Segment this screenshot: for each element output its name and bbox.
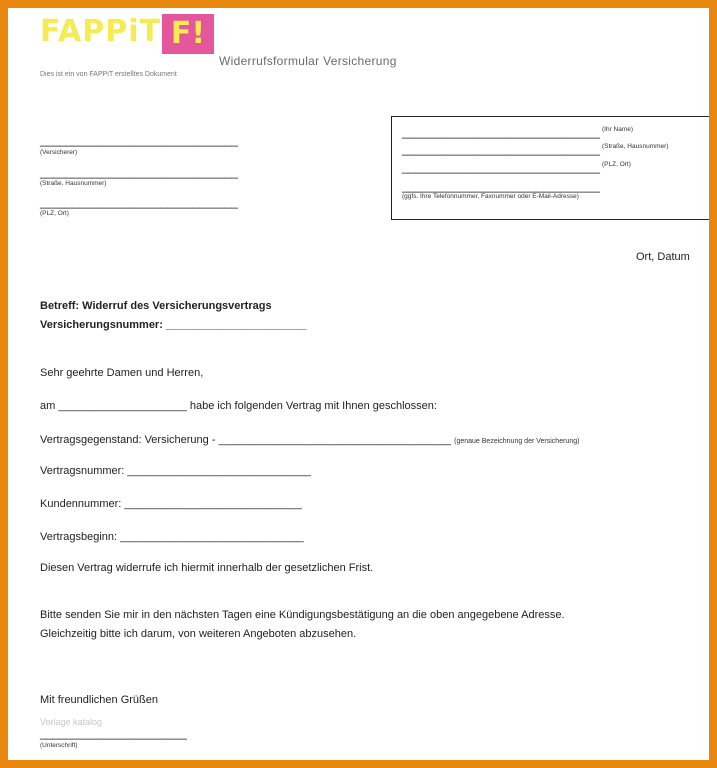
- signature-line: _______________________: [40, 726, 187, 740]
- insurer-name-caption: (Versicherer): [40, 149, 78, 156]
- contract-date-prefix: am: [40, 400, 56, 412]
- brand-badge-logo: F!: [162, 14, 214, 54]
- your-name-caption: (Ihr Name): [602, 126, 634, 133]
- contract-subject-label: Vertragsgegenstand: Versicherung -: [40, 434, 216, 446]
- your-contact-caption: (ggfs. Ihre Telefonnummer, Faxnummer oder E-Mail-Adresse): [402, 193, 579, 200]
- your-contact-line: _______________________________: [402, 179, 600, 193]
- closing-greeting: Mit freundlichen Grüßen: [40, 694, 158, 706]
- your-city-line: _______________________________: [402, 160, 600, 174]
- signature-caption: (Unterschrift): [40, 742, 78, 749]
- watermark-text: Vorlage katalog: [40, 717, 103, 727]
- contract-date-suffix: habe ich folgenden Vertrag mit Ihnen geschlossen:: [189, 400, 437, 412]
- insurer-city-caption: (PLZ, Ort): [40, 210, 69, 217]
- contract-subject-row: [40, 434, 579, 446]
- contract-date-row: [40, 400, 437, 412]
- policy-number-label: Versicherungsnummer: _______________________: [40, 319, 307, 331]
- contract-start-field: Vertragsbeginn: ______________________________: [40, 531, 304, 543]
- brand-logo: FAPPiT: [40, 14, 161, 49]
- contract-date-blank: _____________________: [58, 400, 187, 412]
- no-offers-request: Gleichzeitig bitte ich darum, von weiteren Angeboten abzusehen.: [40, 628, 357, 640]
- customer-number-field: Kundennummer: _____________________________: [40, 498, 302, 510]
- place-date: Ort, Datum: [636, 251, 690, 263]
- your-street-line: _______________________________: [402, 142, 600, 156]
- salutation: Sehr geehrte Damen und Herren,: [40, 367, 204, 379]
- confirmation-request: Bitte senden Sie mir in den nächsten Tagen eine Kündigungsbestätigung an die oben angegebene Adresse.: [40, 609, 565, 621]
- document-title: Widerrufsformular Versicherung: [219, 54, 397, 68]
- contract-subject-blank: ______________________________________: [218, 434, 452, 446]
- insurer-name-line: _______________________________: [40, 133, 238, 147]
- document-page: [8, 8, 709, 760]
- subject-heading: Betreff: Widerruf des Versicherungsvertrags: [40, 300, 272, 312]
- insurer-street-line: _______________________________: [40, 165, 238, 179]
- revocation-statement: Diesen Vertrag widerrufe ich hiermit innerhalb der gesetzlichen Frist.: [40, 562, 374, 574]
- insurer-city-line: _______________________________: [40, 195, 238, 209]
- your-street-caption: (Straße, Hausnummer): [602, 143, 669, 150]
- contract-number-field: Vertragsnummer: ______________________________: [40, 465, 311, 477]
- contract-subject-note: (genaue Bezeichnung der Versicherung): [454, 438, 580, 445]
- insurer-street-caption: (Straße, Hausnummer): [40, 180, 107, 187]
- your-name-line: _______________________________: [402, 125, 600, 139]
- document-subtitle: Dies ist ein von FAPPiT erstelltes Dokument: [40, 71, 177, 78]
- your-city-caption: (PLZ, Ort): [602, 161, 631, 168]
